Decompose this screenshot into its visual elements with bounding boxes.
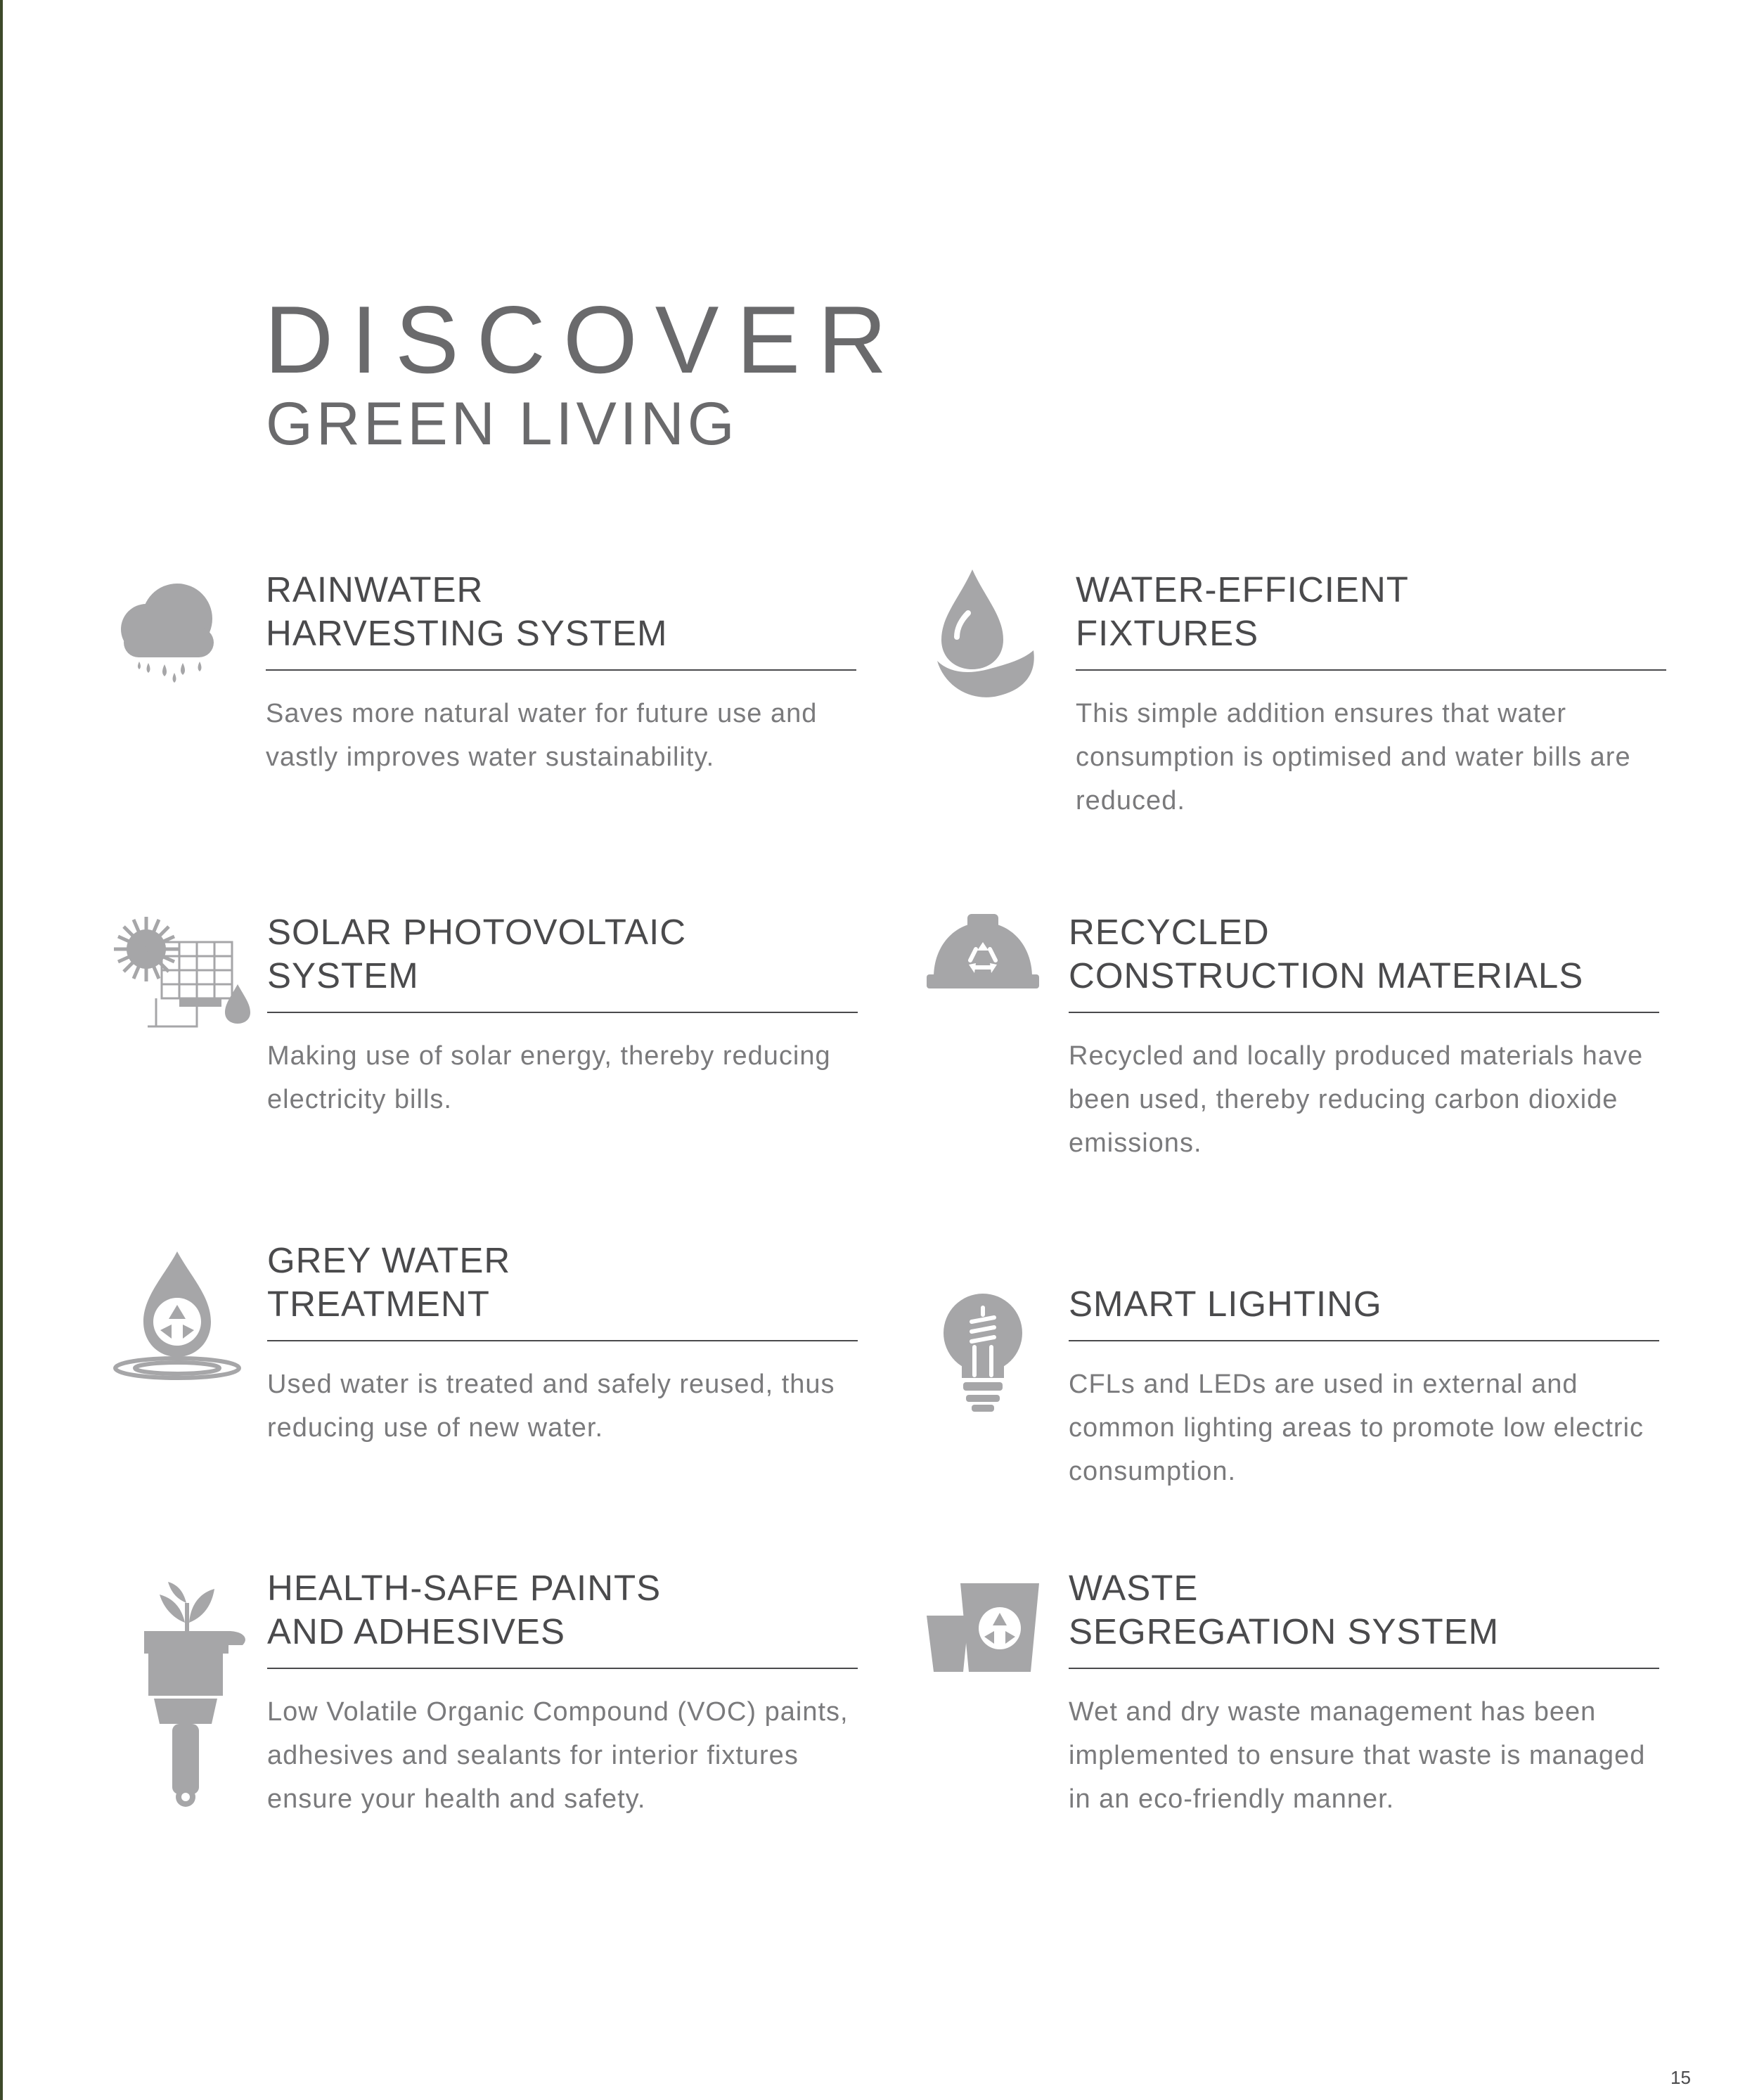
page-title: DISCOVER <box>264 286 905 393</box>
feature-heading: WASTE SEGREGATION SYSTEM <box>1069 1568 1500 1651</box>
paint-brush-plant-icon <box>144 1575 250 1807</box>
page-number: 15 <box>1670 2067 1691 2088</box>
feature-heading: SOLAR PHOTOVOLTAIC SYSTEM <box>267 912 687 996</box>
feature-divider <box>1069 1012 1659 1013</box>
feature-divider <box>267 1340 858 1341</box>
feature-water-efficient-fixtures <box>1076 568 1666 823</box>
feature-rainwater-harvesting <box>266 568 856 779</box>
feature-description: Saves more natural water for future use and vastly improves water sustainability. <box>266 699 818 772</box>
feature-waste-segregation <box>1069 1566 1659 1821</box>
feature-description: Wet and dry waste management has been implemented to ensure that waste is managed in an eco-friendly manner. <box>1069 1697 1646 1814</box>
page-edge-line <box>0 0 3 2100</box>
feature-heading: RAINWATER HARVESTING SYSTEM <box>266 569 668 653</box>
feature-heading: GREY WATER TREATMENT <box>267 1240 511 1324</box>
feature-description: Making use of solar energy, thereby reducing electricity bills. <box>267 1041 831 1114</box>
feature-description: Low Volatile Organic Compound (VOC) paints, adhesives and sealants for interior fixtures ensure your health and safety. <box>267 1697 849 1814</box>
feature-description: This simple addition ensures that water consumption is optimised and water bills are reduced. <box>1076 699 1631 816</box>
feature-heading: RECYCLED CONSTRUCTION MATERIALS <box>1069 912 1584 996</box>
feature-solar-photovoltaic <box>267 910 858 1121</box>
recycle-drop-icon <box>112 1251 253 1385</box>
feature-divider <box>1069 1340 1659 1341</box>
feature-divider <box>267 1668 858 1669</box>
feature-divider <box>267 1012 858 1013</box>
feature-heading: SMART LIGHTING <box>1069 1284 1382 1324</box>
water-drop-hand-icon <box>932 569 1037 703</box>
feature-description: Recycled and locally produced materials have been used, thereby reducing carbon dioxide emissions. <box>1069 1041 1644 1158</box>
feature-divider <box>1076 669 1666 671</box>
feature-heading: WATER-EFFICIENT FIXTURES <box>1076 569 1409 653</box>
feature-description: CFLs and LEDs are used in external and common lighting areas to promote low electric consumption. <box>1069 1370 1644 1486</box>
hard-hat-recycle-icon <box>927 914 1039 991</box>
light-bulb-icon <box>941 1294 1025 1413</box>
feature-grey-water-treatment <box>267 1239 858 1450</box>
recycle-bins-icon <box>927 1583 1041 1673</box>
feature-heading: HEALTH-SAFE PAINTS AND ADHESIVES <box>267 1568 662 1651</box>
page-subtitle: GREEN LIVING <box>266 390 738 458</box>
feature-recycled-construction-materials <box>1069 910 1659 1165</box>
feature-divider <box>1069 1668 1659 1669</box>
feature-description: Used water is treated and safely reused, thus reducing use of new water. <box>267 1370 835 1443</box>
solar-panel-icon <box>112 914 253 1033</box>
feature-health-safe-paints <box>267 1566 858 1821</box>
rain-cloud-icon <box>118 580 217 685</box>
feature-divider <box>266 669 856 671</box>
feature-smart-lighting <box>1069 1239 1659 1493</box>
